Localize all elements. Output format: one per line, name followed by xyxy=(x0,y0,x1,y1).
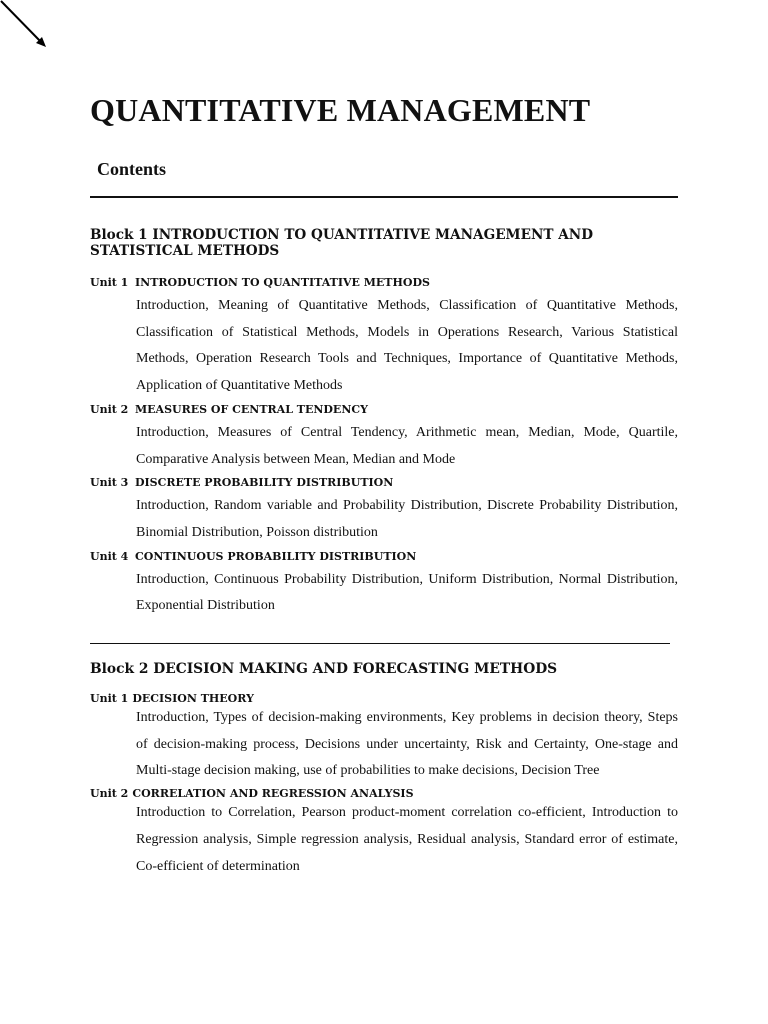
unit-title: CONTINUOUS PROBABILITY DISTRIBUTION xyxy=(135,549,417,563)
unit-heading xyxy=(90,403,678,417)
unit-description: Introduction, Meaning of Quantitative Methods, Classification of Quantitative Methods, Classification of Statistical Methods, Models in Operations Research, Various Statistical Methods, Operation Research Tools and Techniques, Importance of Quantitative Methods, Application of Quantitative Methods xyxy=(136,298,678,394)
unit-description: Introduction to Correlation, Pearson product-moment correlation co-efficient, Introduction to Regression analysis, Simple regression analysis, Residual analysis, Standard error of estimate, Co-efficient of determination xyxy=(136,805,678,874)
unit-heading xyxy=(90,550,678,564)
unit-entry xyxy=(90,476,678,546)
unit-entry xyxy=(90,276,678,400)
unit-title: DISCRETE PROBABILITY DISTRIBUTION xyxy=(135,476,394,490)
unit-number: Unit 4 xyxy=(90,549,129,563)
unit-title: DECISION THEORY xyxy=(132,692,254,705)
unit-heading xyxy=(90,787,678,801)
block-heading: Block 1 INTRODUCTION TO QUANTITATIVE MANAGEMENT AND STATISTICAL METHODS xyxy=(90,227,594,259)
cursor-arrow-icon xyxy=(0,0,50,50)
document-title: QUANTITATIVE MANAGEMENT xyxy=(90,92,591,128)
unit-entry xyxy=(90,550,678,620)
unit-description: Introduction, Types of decision-making environments, Key problems in decision theory, Steps of decision-making process, Decisions under uncertainty, Risk and Certainty, One-stage and Multi-stage decision making, use of probabilities to make decisions, Decision Tree xyxy=(136,710,678,779)
block-divider xyxy=(90,643,670,644)
top-divider xyxy=(90,196,678,198)
unit-number: Unit 2 xyxy=(90,787,129,801)
unit-heading xyxy=(90,476,678,490)
contents-heading: Contents xyxy=(97,159,167,179)
unit-number: Unit 1 xyxy=(90,692,129,705)
unit-description: Introduction, Continuous Probability Distribution, Uniform Distribution, Normal Distribution, Exponential Distribution xyxy=(136,571,678,614)
unit-title: INTRODUCTION TO QUANTITATIVE METHODS xyxy=(135,276,430,289)
unit-title: CORRELATION AND REGRESSION ANALYSIS xyxy=(132,787,414,801)
unit-number: Unit 3 xyxy=(90,476,129,490)
unit-entry xyxy=(90,787,678,880)
unit-description: Introduction, Measures of Central Tendency, Arithmetic mean, Median, Mode, Quartile, Comparative Analysis between Mean, Median and Mode xyxy=(136,424,678,467)
unit-entry xyxy=(90,692,678,785)
block-2 xyxy=(90,661,678,882)
unit-heading xyxy=(90,276,678,290)
unit-number: Unit 1 xyxy=(90,276,129,289)
unit-number: Unit 2 xyxy=(90,402,129,416)
block-heading: Block 2 DECISION MAKING AND FORECASTING METHODS xyxy=(90,661,558,677)
unit-entry xyxy=(90,403,678,473)
unit-title: MEASURES OF CENTRAL TENDENCY xyxy=(135,402,368,416)
block-1 xyxy=(90,227,678,623)
unit-heading xyxy=(90,692,678,706)
unit-description: Introduction, Random variable and Probability Distribution, Discrete Probability Distribution, Binomial Distribution, Poisson distribution xyxy=(136,498,678,540)
